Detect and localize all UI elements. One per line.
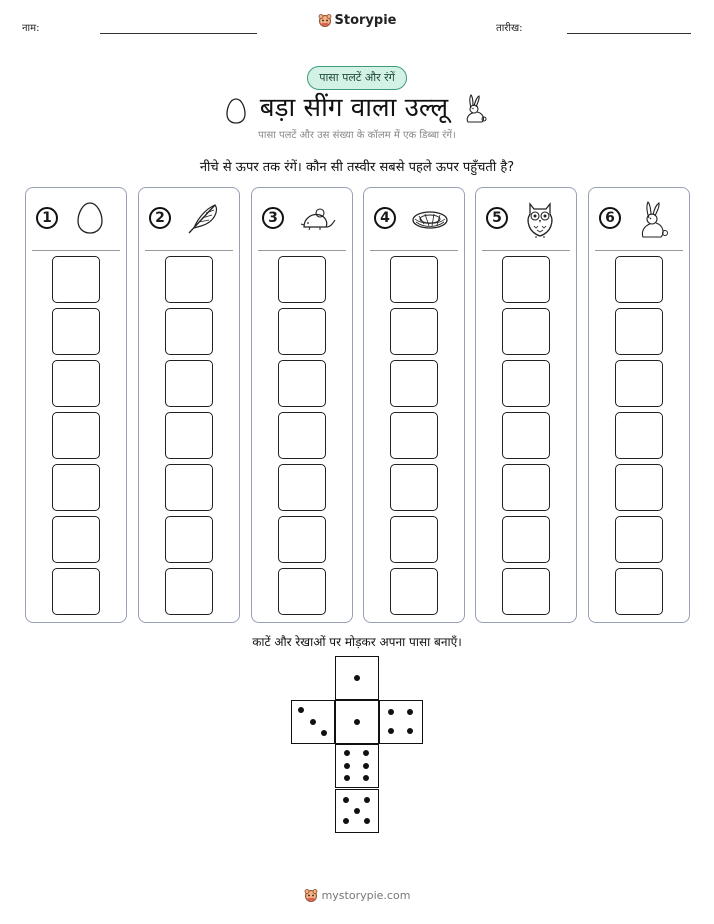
column-number: 5 bbox=[486, 207, 508, 229]
color-box bbox=[615, 360, 663, 407]
color-box bbox=[615, 568, 663, 615]
color-box bbox=[165, 360, 213, 407]
date-line bbox=[567, 33, 691, 34]
page-title: बड़ा सींग वाला उल्लू bbox=[259, 93, 449, 123]
color-box bbox=[278, 360, 326, 407]
color-box bbox=[390, 568, 438, 615]
die-face-1 bbox=[335, 656, 379, 700]
color-box bbox=[52, 308, 100, 355]
nest-icon bbox=[410, 200, 450, 240]
die-face-6 bbox=[335, 789, 379, 833]
storypie-logo-icon bbox=[318, 13, 332, 31]
color-box bbox=[278, 516, 326, 563]
color-box bbox=[390, 360, 438, 407]
color-box bbox=[165, 516, 213, 563]
color-box bbox=[502, 516, 550, 563]
die-pip bbox=[343, 818, 349, 824]
color-box bbox=[502, 464, 550, 511]
die-face-2 bbox=[291, 700, 335, 744]
die-pip bbox=[363, 750, 369, 756]
brand-name: Storypie bbox=[334, 13, 397, 28]
column-separator bbox=[145, 250, 233, 251]
column-number: 4 bbox=[374, 207, 396, 229]
color-box bbox=[52, 360, 100, 407]
die-pip bbox=[364, 818, 370, 824]
die-pip bbox=[363, 763, 369, 769]
color-box bbox=[52, 464, 100, 511]
rabbit-icon bbox=[635, 200, 671, 244]
die-pip bbox=[354, 719, 360, 725]
column-separator bbox=[258, 250, 346, 251]
color-box bbox=[615, 516, 663, 563]
color-box bbox=[52, 516, 100, 563]
storypie-logo-icon bbox=[304, 888, 318, 905]
column-header bbox=[476, 188, 576, 248]
color-box bbox=[615, 412, 663, 459]
color-box bbox=[52, 568, 100, 615]
die-face-4 bbox=[379, 700, 423, 744]
footer-url: mystorypie.com bbox=[321, 889, 411, 902]
color-box bbox=[615, 308, 663, 355]
egg-icon bbox=[72, 200, 108, 240]
die-pip bbox=[407, 709, 413, 715]
color-box bbox=[165, 308, 213, 355]
column-header bbox=[364, 188, 464, 248]
rabbit-icon bbox=[462, 94, 488, 131]
column-header bbox=[139, 188, 239, 248]
color-box bbox=[278, 568, 326, 615]
column-5 bbox=[475, 187, 577, 623]
mouse-icon bbox=[298, 200, 338, 240]
color-box bbox=[278, 412, 326, 459]
die-pip bbox=[354, 808, 360, 814]
cut-instruction: काटें और रेखाओं पर मोड़कर अपना पासा बनाएँ। bbox=[252, 635, 462, 649]
color-box bbox=[390, 256, 438, 303]
die-pip bbox=[388, 728, 394, 734]
color-box bbox=[390, 308, 438, 355]
die-pip bbox=[344, 750, 350, 756]
die-pip bbox=[407, 728, 413, 734]
color-box bbox=[165, 464, 213, 511]
color-box bbox=[615, 256, 663, 303]
color-box bbox=[390, 464, 438, 511]
color-box bbox=[502, 412, 550, 459]
die-pip bbox=[363, 775, 369, 781]
name-label: नाम: bbox=[22, 23, 40, 34]
color-box bbox=[52, 256, 100, 303]
color-box bbox=[390, 516, 438, 563]
color-box bbox=[502, 360, 550, 407]
color-box bbox=[502, 256, 550, 303]
color-box bbox=[165, 256, 213, 303]
die-pip bbox=[343, 797, 349, 803]
column-separator bbox=[595, 250, 683, 251]
activity-tag: पासा पलटें और रंगें bbox=[307, 66, 407, 90]
die-pip bbox=[354, 675, 360, 681]
color-box bbox=[278, 256, 326, 303]
die-pip bbox=[364, 797, 370, 803]
color-box bbox=[615, 464, 663, 511]
owl-icon bbox=[522, 200, 558, 244]
color-box bbox=[390, 412, 438, 459]
column-3 bbox=[251, 187, 353, 623]
subtitle: पासा पलटें और उस संख्या के कॉलम में एक डिब्बा रंगें। bbox=[258, 130, 456, 141]
column-number: 1 bbox=[36, 207, 58, 229]
die-pip bbox=[388, 709, 394, 715]
footer bbox=[0, 888, 714, 905]
die-pip bbox=[344, 775, 350, 781]
column-header bbox=[252, 188, 352, 248]
column-header bbox=[589, 188, 689, 248]
die-face-3 bbox=[335, 700, 379, 744]
date-label: तारीख: bbox=[496, 23, 523, 34]
column-number: 6 bbox=[599, 207, 621, 229]
instruction: नीचे से ऊपर तक रंगें। कौन सी तस्वीर सबसे पहले ऊपर पहुँचती है? bbox=[199, 160, 515, 175]
column-4 bbox=[363, 187, 465, 623]
column-2 bbox=[138, 187, 240, 623]
column-separator bbox=[370, 250, 458, 251]
color-box bbox=[165, 412, 213, 459]
column-number: 2 bbox=[149, 207, 171, 229]
die-pip bbox=[321, 730, 327, 736]
color-box bbox=[502, 308, 550, 355]
column-header bbox=[26, 188, 126, 248]
die-face-5 bbox=[335, 744, 379, 788]
die-pip bbox=[298, 707, 304, 713]
die-pip bbox=[310, 719, 316, 725]
column-number: 3 bbox=[262, 207, 284, 229]
column-separator bbox=[32, 250, 120, 251]
color-box bbox=[278, 464, 326, 511]
brand-logo bbox=[0, 13, 714, 31]
column-6 bbox=[588, 187, 690, 623]
die-pip bbox=[344, 763, 350, 769]
feather-icon bbox=[185, 200, 221, 240]
color-box bbox=[502, 568, 550, 615]
page-title-row bbox=[0, 88, 714, 131]
color-box bbox=[165, 568, 213, 615]
name-line bbox=[100, 33, 257, 34]
color-box bbox=[52, 412, 100, 459]
column-1 bbox=[25, 187, 127, 623]
color-box bbox=[278, 308, 326, 355]
column-separator bbox=[482, 250, 570, 251]
